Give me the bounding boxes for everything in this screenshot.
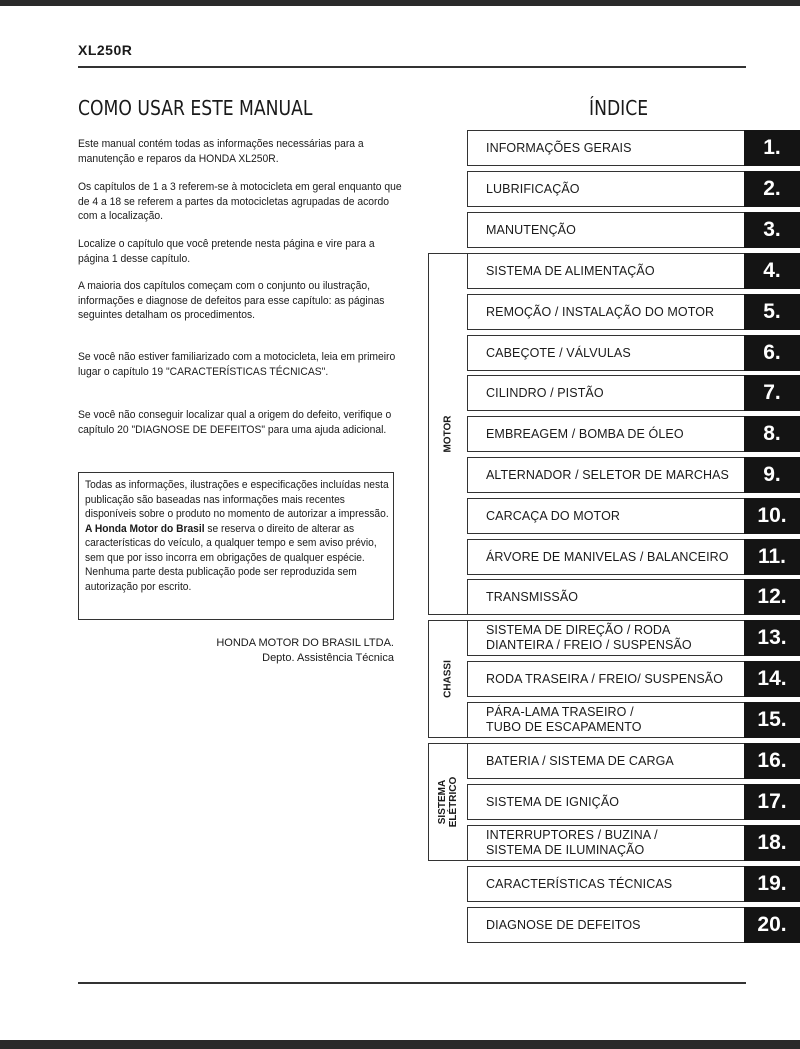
chapter-row-12[interactable] — [467, 579, 800, 615]
notice-text: Todas as informações, ilustrações e especificações incluídas nesta publicação são baseadas nas informações mais recentes disponíveis sobre o produto no momento de autorizar a impressão. — [85, 479, 389, 520]
chapter-number: 18. — [744, 825, 800, 861]
chapter-label: INTERRUPTORES / BUZINA / — [486, 828, 658, 842]
chapter-number: 10. — [744, 498, 800, 534]
paragraph: Se você não conseguir localizar qual a origem do defeito, verifique o capítulo 20 "DIAGNOSE DE DEFEITOS" para uma ajuda adicional. — [78, 409, 392, 436]
chapter-number: 6. — [744, 335, 800, 371]
group-label-sistema-eletrico: SISTEMA ELÉTRICO — [437, 776, 459, 828]
notice-text: Nenhuma parte desta publicação pode ser reproduzida sem autorização por escrito. — [85, 566, 357, 593]
chapter-label: CARCAÇA DO MOTOR — [486, 508, 621, 523]
paragraph: A maioria dos capítulos começam com o conjunto ou ilustração, informações e diagnose de defeitos para esse capítulo: as páginas seguintes detalham os procedimentos. — [78, 280, 385, 321]
paragraph: Este manual contém todas as informações necessárias para a manutenção e reparos da HONDA XL250R. — [78, 138, 364, 165]
chapter-label-line2: TUBO DE ESCAPAMENTO — [486, 720, 642, 734]
chapter-label: SISTEMA DE DIREÇÃO / RODA — [486, 623, 671, 637]
chapter-label: ALTERNADOR / SELETOR DE MARCHAS — [486, 467, 729, 482]
frame-bottom-bar — [0, 1040, 800, 1049]
chapter-number: 14. — [744, 661, 800, 697]
group-sistema-eletrico — [428, 743, 467, 861]
group-chassi — [428, 620, 467, 738]
frame-top-bar — [0, 0, 800, 6]
chapter-label: PÁRA-LAMA TRASEIRO / — [486, 705, 634, 719]
chapter-row-1[interactable] — [467, 130, 800, 166]
chapter-label: BATERIA / SISTEMA DE CARGA — [486, 753, 674, 768]
chapter-row-20[interactable] — [467, 907, 800, 943]
top-rule — [78, 66, 746, 68]
chapter-row-16[interactable] — [467, 743, 800, 779]
group-label-chassi: CHASSI — [442, 660, 454, 698]
chapter-row-8[interactable] — [467, 416, 800, 452]
chapter-number: 15. — [744, 702, 800, 738]
chapter-row-14[interactable] — [467, 661, 800, 697]
chapter-row-3[interactable] — [467, 212, 800, 248]
chapter-number: 7. — [744, 375, 800, 411]
paragraph: Os capítulos de 1 a 3 referem-se à motocicleta em geral enquanto que de 4 a 18 se referem a partes da motocicletas agrupadas de acordo com a localização. — [78, 181, 402, 222]
chapter-number: 17. — [744, 784, 800, 820]
chapter-number: 3. — [744, 212, 800, 248]
chapter-label-line2: SISTEMA DE ILUMINAÇÃO — [486, 843, 645, 857]
chapter-number: 8. — [744, 416, 800, 452]
chapter-number: 5. — [744, 294, 800, 330]
chapter-number: 20. — [744, 907, 800, 943]
chapter-row-4[interactable] — [467, 253, 800, 289]
chapter-row-17[interactable] — [467, 784, 800, 820]
chapter-label: CILINDRO / PISTÃO — [486, 385, 604, 400]
chapter-row-2[interactable] — [467, 171, 800, 207]
section-title: COMO USAR ESTE MANUAL — [78, 96, 313, 120]
chapter-number: 11. — [744, 539, 800, 575]
chapter-label: MANUTENÇÃO — [486, 222, 576, 237]
chapter-label: EMBREAGEM / BOMBA DE ÓLEO — [486, 426, 684, 441]
chapter-label: TRANSMISSÃO — [486, 589, 579, 604]
chapter-label: ÁRVORE DE MANIVELAS / BALANCEIRO — [486, 549, 729, 564]
chapter-number: 13. — [744, 620, 800, 656]
chapter-row-10[interactable] — [467, 498, 800, 534]
signature-company: HONDA MOTOR DO BRASIL LTDA. — [216, 637, 394, 649]
chapter-number: 4. — [744, 253, 800, 289]
chapter-label: INFORMAÇÕES GERAIS — [486, 140, 632, 155]
chapter-row-6[interactable] — [467, 335, 800, 371]
chapter-number: 12. — [744, 579, 800, 615]
notice-box — [78, 472, 394, 620]
chapter-row-7[interactable] — [467, 375, 800, 411]
chapter-row-9[interactable] — [467, 457, 800, 493]
paragraph: Localize o capítulo que você pretende nesta página e vire para a página 1 desse capítulo. — [78, 238, 375, 265]
chapter-label: REMOÇÃO / INSTALAÇÃO DO MOTOR — [486, 304, 715, 319]
chapter-row-13[interactable] — [467, 620, 800, 656]
chapter-label: SISTEMA DE ALIMENTAÇÃO — [486, 263, 655, 278]
chapter-label: SISTEMA DE IGNIÇÃO — [486, 794, 620, 809]
chapter-row-15[interactable] — [467, 702, 800, 738]
group-label-motor: MOTOR — [442, 415, 454, 453]
chapter-label: RODA TRASEIRA / FREIO/ SUSPENSÃO — [486, 671, 724, 686]
chapter-number: 9. — [744, 457, 800, 493]
bottom-rule — [78, 982, 746, 984]
notice-company: A Honda Motor do Brasil — [85, 522, 205, 535]
chapter-label: CABEÇOTE / VÁLVULAS — [486, 345, 631, 360]
chapter-row-19[interactable] — [467, 866, 800, 902]
paragraph: Se você não estiver familiarizado com a motocicleta, leia em primeiro lugar o capítulo 19 "CARACTERÍSTICAS TÉCNICAS". — [78, 351, 396, 378]
chapter-label: LUBRIFICAÇÃO — [486, 181, 580, 196]
chapter-label-line2: DIANTEIRA / FREIO / SUSPENSÃO — [486, 638, 692, 652]
chapter-label: DIAGNOSE DE DEFEITOS — [486, 917, 641, 932]
chapter-number: 16. — [744, 743, 800, 779]
model-name: XL250R — [78, 42, 133, 58]
signature-dept: Depto. Assistência Técnica — [262, 651, 394, 664]
chapter-row-5[interactable] — [467, 294, 800, 330]
chapter-label: CARACTERÍSTICAS TÉCNICAS — [486, 876, 673, 891]
chapter-row-11[interactable] — [467, 539, 800, 575]
index-title: ÍNDICE — [589, 96, 649, 120]
chapter-number: 1. — [744, 130, 800, 166]
notice-text: se reserva o direito de alterar as características do veículo, a qualquer tempo e sem aviso prévio, sem que por isso incorra em obrigações de qualquer espécie. — [85, 522, 377, 564]
chapter-number: 19. — [744, 866, 800, 902]
signature — [216, 636, 394, 665]
chapter-number: 2. — [744, 171, 800, 207]
chapter-row-18[interactable] — [467, 825, 800, 861]
group-motor — [428, 253, 467, 615]
